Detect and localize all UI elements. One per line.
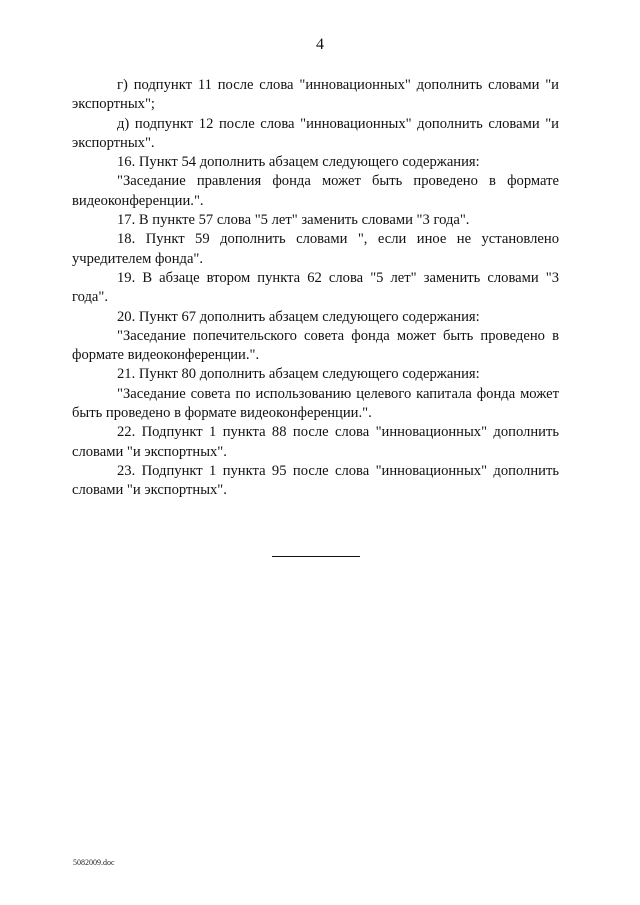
paragraph-item-g: г) подпункт 11 после слова "инновационных" дополнить словами "и экспортных"; bbox=[72, 77, 559, 113]
paragraph-22: 22. Подпункт 1 пункта 88 после слова "инновационных" дополнить словами "и экспортных". bbox=[72, 424, 559, 460]
closing-rule bbox=[272, 556, 360, 557]
paragraph-item-d: д) подпункт 12 после слова "инновационных" дополнить словами "и экспортных". bbox=[72, 115, 559, 151]
paragraph-21: 21. Пункт 80 дополнить абзацем следующего содержания: bbox=[117, 366, 480, 383]
paragraph-17: 17. В пункте 57 слова "5 лет" заменить словами "3 года". bbox=[117, 212, 470, 229]
page-number: 4 bbox=[316, 36, 324, 53]
paragraph-23: 23. Подпункт 1 пункта 95 после слова "инновационных" дополнить словами "и экспортных". bbox=[72, 462, 559, 499]
footer-file-name: 5082009.doc bbox=[73, 858, 115, 867]
paragraph-16-quote: "Заседание правления фонда может быть проведено в формате видеоконференции.". bbox=[72, 173, 559, 209]
paragraph-18: 18. Пункт 59 дополнить словами ", если иное не установлено учредителем фонда". bbox=[72, 231, 559, 267]
paragraph-20-quote: "Заседание попечительского совета фонда может быть проведено в формате видеоконференции.". bbox=[72, 327, 559, 364]
paragraph-20: 20. Пункт 67 дополнить абзацем следующего содержания: bbox=[117, 308, 480, 325]
paragraph-16: 16. Пункт 54 дополнить абзацем следующего содержания: bbox=[117, 154, 480, 171]
document-body bbox=[72, 76, 559, 501]
paragraph-21-quote: "Заседание совета по использованию целевого капитала фонда может быть проведено в формате видеоконференции.". bbox=[72, 385, 559, 422]
paragraph-19: 19. В абзаце втором пункта 62 слова "5 лет" заменить словами "3 года". bbox=[72, 269, 559, 306]
